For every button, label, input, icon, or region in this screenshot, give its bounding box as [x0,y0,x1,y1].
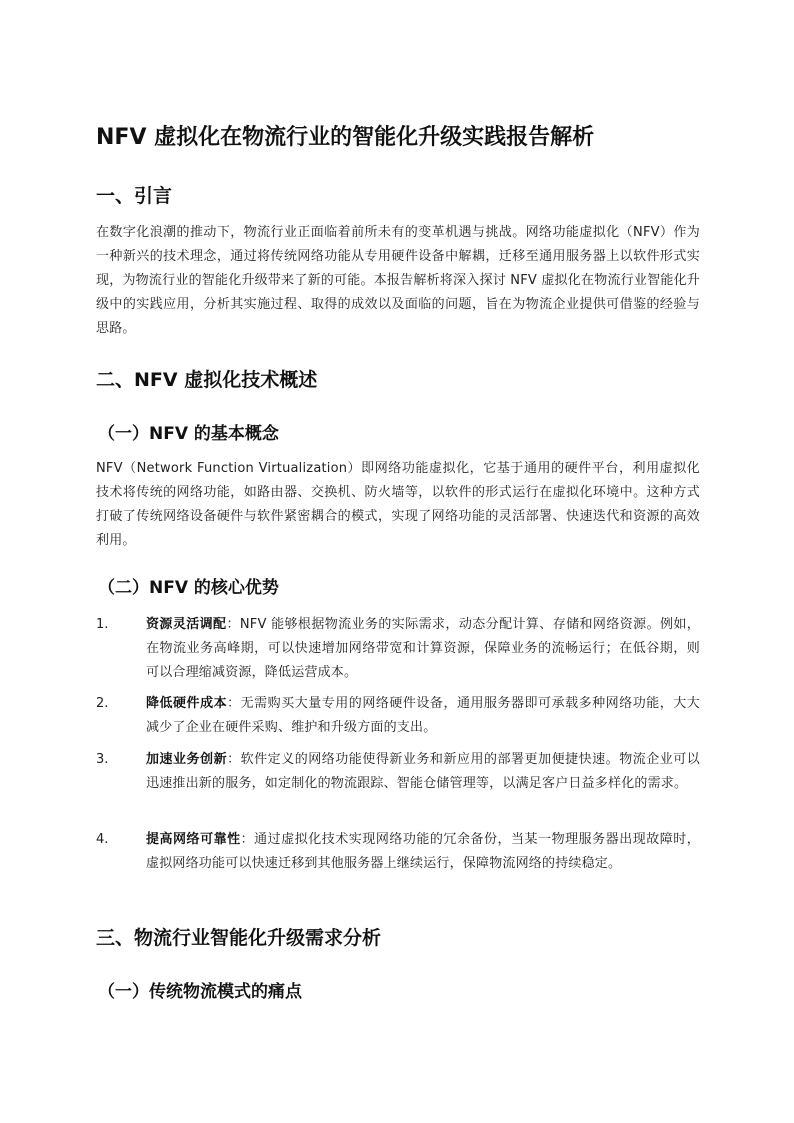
list-item [96,828,700,876]
list-item-body [146,692,700,740]
list-item-term: 加速业务创新 [146,752,228,767]
list-item [96,748,700,796]
list-number: 4. [96,832,109,847]
section-heading-introduction: 一、引言 [96,185,173,207]
list-number: 1. [96,617,109,632]
list-item [96,692,700,740]
list-item-text: ：通过虚拟化技术实现网络功能的冗余备份，当某一物理服务器出现故障时，虚拟网络功能可以快速迁移到其他服务器上继续运行，保障物流网络的持续稳定。 [146,832,700,871]
list-item-body [146,613,700,685]
subsection-heading-core-advantages: （二）NFV 的核心优势 [98,578,279,598]
list-item-term: 资源灵活调配 [146,617,227,632]
section-heading-nfv-overview: 二、NFV 虚拟化技术概述 [96,369,318,391]
subsection-heading-basic-concept: （一）NFV 的基本概念 [98,424,279,444]
list-item-body [146,828,700,876]
subsection-heading-pain-points: （一）传统物流模式的痛点 [98,982,302,1002]
list-item-term: 降低硬件成本 [146,696,228,711]
section-heading-demand-analysis: 三、物流行业智能化升级需求分析 [96,927,382,949]
list-item-body [146,748,700,796]
list-item [96,613,700,685]
document-title: NFV 虚拟化在物流行业的智能化升级实践报告解析 [96,125,595,150]
list-item-text: ：无需购买大量专用的网络硬件设备，通用服务器即可承载多种网络功能，大大减少了企业在硬件采购、维护和升级方面的支出。 [146,696,700,735]
list-item-term: 提高网络可靠性 [146,832,241,847]
list-number: 3. [96,752,109,767]
list-item-text: ：软件定义的网络功能使得新业务和新应用的部署更加便捷快速。物流企业可以迅速推出新的服务，如定制化的物流跟踪、智能仓储管理等，以满足客户日益多样化的需求。 [146,752,700,791]
basic-concept-paragraph: NFV（Network Function Virtualization）即网络功能虚拟化，它基于通用的硬件平台，利用虚拟化技术将传统的网络功能，如路由器、交换机、防火墙等，以软件的形式运行在虚拟化环境中。这种方式打破了传统网络设备硬件与软件紧密耦合的模式，实现了网络功能的灵活部署、快速迭代和资源的高效利用。 [96,461,700,548]
list-number: 2. [96,696,109,711]
list-item-text: ：NFV 能够根据物流业务的实际需求，动态分配计算、存储和网络资源。例如，在物流业务高峰期，可以快速增加网络带宽和计算资源，保障业务的流畅运行；在低谷期，则可以合理缩减资源，降低运营成本。 [146,617,700,680]
introduction-paragraph: 在数字化浪潮的推动下，物流行业正面临着前所未有的变革机遇与挑战。网络功能虚拟化（NFV）作为一种新兴的技术理念，通过将传统网络功能从专用硬件设备中解耦，迁移至通用服务器上以软件形式实现，为物流行业的智能化升级带来了新的可能。本报告解析将深入探讨 NFV 虚拟化在物流行业智能化升级中的实践应用，分析其实施过程、取得的成效以及面临的问题，旨在为物流企业提供可借鉴的经验与思路。 [96,225,700,336]
